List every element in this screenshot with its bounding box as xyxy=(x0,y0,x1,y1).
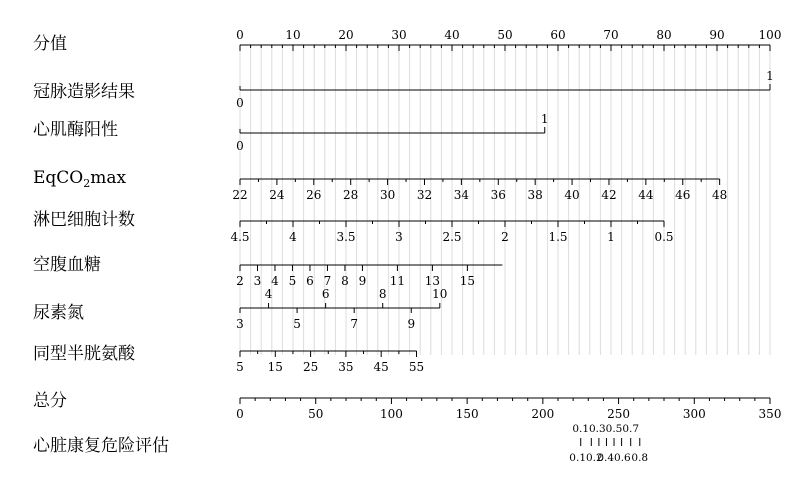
total-tick-label: 250 xyxy=(607,407,631,421)
row-label-total-points: 总分 xyxy=(33,391,67,411)
tick-label: 25 xyxy=(302,360,319,374)
points-tick-label: 80 xyxy=(656,28,672,42)
tick-label: 30 xyxy=(379,188,396,202)
tick-label: 6 xyxy=(306,274,314,288)
eqco2max-sub: 2 xyxy=(83,177,91,190)
tick-label: 4 xyxy=(271,274,279,288)
tick-label: 44 xyxy=(638,188,654,202)
total-tick-label: 0 xyxy=(236,407,244,421)
tick-label: 55 xyxy=(408,360,425,374)
eqco2max-main: EqCO xyxy=(33,168,84,188)
tick-label-above: 8 xyxy=(378,287,387,301)
tick-label: 15 xyxy=(267,360,283,374)
tick-label: 26 xyxy=(306,188,322,202)
points-axis xyxy=(236,28,781,51)
eqco2max-rest: max xyxy=(90,168,127,188)
level-label: 1 xyxy=(766,69,774,83)
tick-label: 42 xyxy=(601,188,617,202)
points-tick-label: 50 xyxy=(497,28,513,42)
tick-label: 13 xyxy=(424,274,441,288)
tick-label: 2 xyxy=(501,230,509,244)
tick-label: 3.5 xyxy=(336,230,356,244)
tick-label: 24 xyxy=(269,188,285,202)
total-tick-label: 100 xyxy=(379,407,403,421)
tick-label: 40 xyxy=(564,188,580,202)
tick-label: 1.5 xyxy=(548,230,568,244)
tick-label: 2 xyxy=(236,274,244,288)
tick-label: 3 xyxy=(253,274,262,288)
total-tick-label: 50 xyxy=(308,407,324,421)
lymphocyte-axis xyxy=(230,221,673,244)
tick-label: 1 xyxy=(607,230,615,244)
row-label-urea-nitrogen: 尿素氮 xyxy=(33,303,84,323)
tick-label-below: 3 xyxy=(236,317,244,331)
tick-label: 36 xyxy=(490,188,506,202)
tick-label-above: 10 xyxy=(432,287,448,301)
tick-label: 35 xyxy=(338,360,354,374)
risk-axis xyxy=(569,423,648,464)
total-tick-label: 200 xyxy=(531,407,555,421)
row-label-fasting-glucose: 空腹血糖 xyxy=(33,255,101,275)
tick-label-above: 6 xyxy=(321,287,330,301)
tick-label: 8 xyxy=(341,274,349,288)
tick-label: 11 xyxy=(389,274,406,288)
row-label-risk: 心脏康复危险评估 xyxy=(33,436,169,456)
tick-label: 4 xyxy=(289,230,297,244)
points-tick-label: 30 xyxy=(391,28,407,42)
tick-label-below: 5 xyxy=(293,317,301,331)
row-label-lymphocyte: 淋巴细胞计数 xyxy=(33,210,135,230)
tick-label: 5 xyxy=(288,274,297,288)
tick-label: 15 xyxy=(459,274,476,288)
tick-label: 28 xyxy=(343,188,359,202)
total-tick-label: 300 xyxy=(682,407,706,421)
tick-label: 3 xyxy=(395,230,403,244)
total-tick-label: 350 xyxy=(758,407,782,421)
points-tick-label: 10 xyxy=(285,28,301,42)
risk-label-below: 0.40.6 xyxy=(597,452,631,464)
row-label-eqco2max xyxy=(33,168,127,190)
homocysteine-axis xyxy=(236,351,424,374)
tick-label-above: 4 xyxy=(264,287,273,301)
tick-label: 32 xyxy=(416,188,433,202)
points-tick-label: 100 xyxy=(758,28,782,42)
tick-label: 22 xyxy=(232,188,248,202)
total-tick-label: 150 xyxy=(455,407,479,421)
row-label-points: 分值 xyxy=(33,34,67,54)
tick-label: 38 xyxy=(527,188,543,202)
tick-label: 45 xyxy=(373,360,389,374)
row-label-homocysteine: 同型半胱氨酸 xyxy=(33,344,135,364)
tick-label: 5 xyxy=(236,360,244,374)
tick-label: 34 xyxy=(453,188,470,202)
level-label: 1 xyxy=(540,112,549,126)
level-label: 0 xyxy=(236,139,244,153)
risk-label-above: 0.1 xyxy=(572,423,590,435)
tick-label: 2.5 xyxy=(442,230,462,244)
points-tick-label: 60 xyxy=(550,28,566,42)
row-label-coronary-angiography: 冠脉造影结果 xyxy=(33,82,135,102)
points-tick-label: 40 xyxy=(444,28,460,42)
tick-label: 7 xyxy=(323,274,332,288)
risk-label-below: 0.8 xyxy=(631,452,649,464)
level-label: 0 xyxy=(236,96,244,110)
points-tick-label: 0 xyxy=(236,28,244,42)
urea-nitrogen-axis xyxy=(236,287,447,331)
tick-label-below: 7 xyxy=(350,317,358,331)
points-tick-label: 70 xyxy=(603,28,619,42)
risk-label-above: 0.30.50.7 xyxy=(588,423,640,435)
points-tick-label: 20 xyxy=(338,28,354,42)
tick-label-below: 9 xyxy=(407,317,416,331)
points-tick-label: 90 xyxy=(709,28,725,42)
tick-label: 4.5 xyxy=(230,230,250,244)
tick-label: 9 xyxy=(358,274,367,288)
tick-label: 0.5 xyxy=(654,230,674,244)
tick-label: 48 xyxy=(712,188,728,202)
myocardial-enzyme-axis xyxy=(236,112,548,153)
risk-label-below: 0.10.2 xyxy=(569,452,603,464)
tick-label: 46 xyxy=(675,188,691,202)
row-label-myocardial-enzyme: 心肌酶阳性 xyxy=(33,120,118,140)
total-points-axis xyxy=(236,398,781,421)
